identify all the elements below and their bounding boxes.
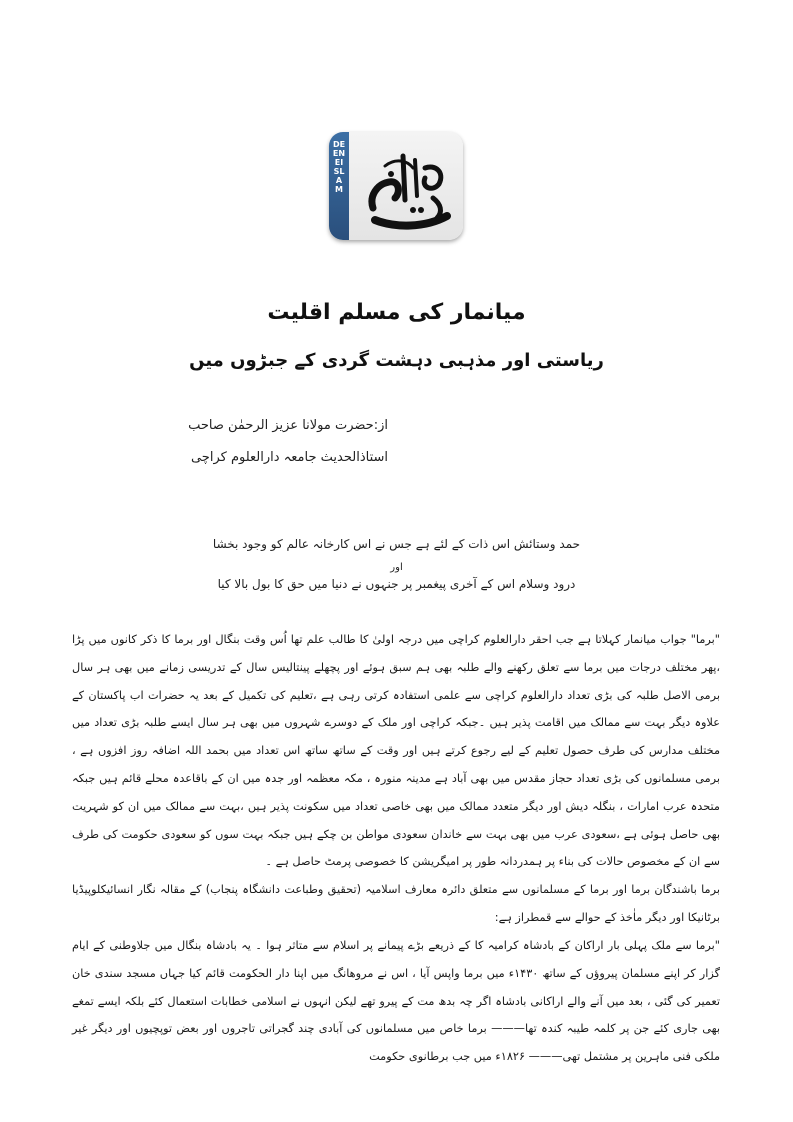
document-subtitle: ریاستی اور مذہبی دہشت گردی کے جبڑوں میں — [189, 350, 604, 371]
body-paragraph-1: "برما" جواب میانمار کہلاتا ہے جب احقر دارالعلوم کراچی میں درجہ اولیٰ کا طالب علم تھا اُس وقت بنگال اور برما کا ذکر کانوں میں پڑا ،پھر مختلف درجات میں برما سے تعلق رکھنے والے طلبہ بھی ہم سبق ہوئے اور پچھلے پینتالیس سال کے تدریسی زمانے میں بھی ہر سال برمی الاصل طلبہ کی بڑی تعداد دارالعلوم کراچی سے علمی استفادہ کرتی رہی ہے ،تعلیم کی تکمیل کے بعد یہ حضرات اب پاکستان کے علاوہ دیگر بہت سے ممالک میں اقامت پذیر ہیں ۔جبکہ کراچی اور ملک کے دوسرے شہروں میں بھی ہر سال ایسے طلبہ بڑی تعداد میں مختلف مدارس کی طرف حصول تعلیم کے لیے رجوع کرتے ہیں اور وقت کے ساتھ ساتھ اس تعداد میں بحمد اللہ اضافہ روز افزوں ہے ، برمی مسلمانوں کی بڑی تعداد حجاز مقدس میں بھی آباد ہے مدینہ منورہ ، مکہ معظمہ اور جدہ میں ان کے باقاعدہ محلے قائم ہیں جبکہ متحدہ عرب امارات ، بنگلہ دیش اور دیگر متعدد ممالک میں بھی خاصی تعداد میں سکونت پذیر ہیں ،بہت سے ممالک میں ان کو شہریت بھی حاصل ہوئی ہے ،سعودی عرب میں بھی بہت سے خاندان سعودی مواطن بن چکے ہیں جبکہ بہت سوں کو سعودی حکومت کی طرف سے ان کے مخصوص حالات کی بناء پر ہمدردانہ طور پر امیگریشن کا خصوصی پرمٹ حاصل ہے ۔ — [72, 633, 720, 869]
deeneislam-logo — [329, 132, 463, 240]
invocation-line-3: درود وسلام اس کے آخری پیغمبر پر جنہوں نے دنیا میں حق کا بول بالا کیا — [217, 577, 576, 591]
author-name: از:حضرت مولانا عزیز الرحمٰن صاحب — [188, 418, 388, 433]
invocation-line-1: حمد وستائش اس ذات کے لئے ہے جس نے اس کارخانہ عالم کو وجود بخشا — [212, 537, 581, 551]
document-title: میانمار کی مسلم اقلیت — [267, 300, 526, 325]
logo-strip-text: DEENEISLAM — [332, 140, 346, 194]
logo-strip — [329, 132, 349, 240]
body-paragraph-2: برما باشندگان برما اور برما کے مسلمانوں سے متعلق دائرہ معارف اسلامیہ (تحقیق وطباعت دانشگاہ پنجاب) کے مقالہ نگار انسائیکلوپیڈیا برٹانیکا اور دیگر ماٰخذ کے حوالے سے قمطراز ہے: — [72, 883, 720, 924]
body-paragraph-3: "برما سے ملک پہلی بار اراکان کے بادشاہ کرامیہ کا کے ذریعے بڑے پیمانے پر اسلام سے متاثر ہوا ۔ یہ بادشاہ بنگال میں جلاوطنی کے ایام گزار کر اپنے مسلمان پیروؤں کے ساتھ ۱۴۳۰ء میں برما واپس آیا ، اس نے مروھانگ میں اپنا دار الحکومت قائم کیا جہاں مسجد سندی خان تعمیر کی گئی ، بعد میں آنے والے اراکانی بادشاہ اگر چہ بدھ مت کے پیرو تھے لیکن انہوں نے اسلامی خطابات استعمال کئے بلکہ ایسے تمغے بھی جاری کئے جن پر کلمہ طیبہ کندہ تھا——— برما خاص میں مسلمانوں کی آبادی چند گجراتی تاجروں اور بعض توپچیوں اور دیگر غیر ملکی فنی ماہرین پر مشتمل تھی——— ۱۸۲۶ء میں جب برطانوی حکومت — [72, 939, 720, 1064]
invocation-line-2: اور — [390, 562, 403, 573]
calligraphy-logo-icon — [355, 138, 459, 234]
author-affiliation: استاذالحدیث جامعہ دارالعلوم کراچی — [190, 450, 388, 465]
